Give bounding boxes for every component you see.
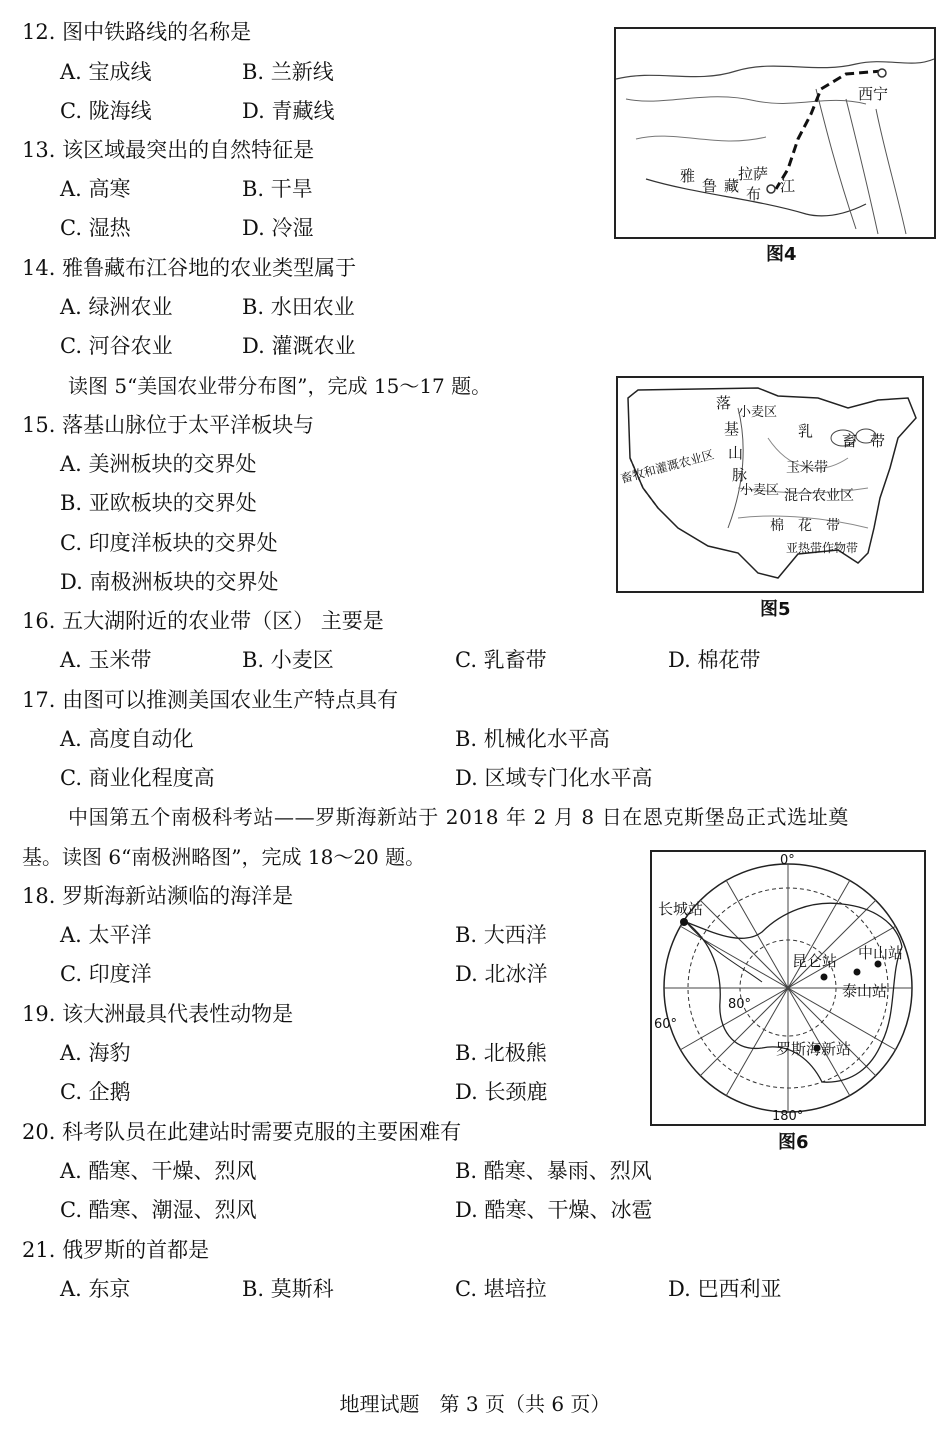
figure-4-caption: 图4 — [766, 244, 797, 265]
label-cotton-belt: 棉 花 带 — [770, 518, 840, 534]
option: B. 北极熊 — [455, 1041, 547, 1065]
option: A. 美洲板块的交界处 — [60, 452, 257, 476]
label-subtropical: 亚热带作物带 — [786, 541, 859, 555]
reading-instruction: 读图 5“美国农业带分布图”，完成 15～17 题。 — [68, 374, 492, 398]
option: D. 青藏线 — [242, 99, 335, 123]
option: A. 玉米带 — [60, 648, 152, 672]
page-footer: 地理试题 第 3 页（共 6 页） — [339, 1392, 611, 1416]
option: B. 小麦区 — [242, 648, 334, 672]
label-mai: 脉 — [732, 466, 748, 484]
option: A. 太平洋 — [60, 923, 152, 947]
label-ru: 乳 — [798, 422, 814, 440]
antarctica-map-drawing — [652, 852, 924, 1124]
label-bu: 布 — [746, 185, 762, 203]
option: A. 酷寒、干燥、烈风 — [60, 1159, 257, 1183]
label-kunlun-station: 昆仑站 — [792, 952, 838, 970]
option: A. 东京 — [60, 1277, 131, 1301]
option: D. 棉花带 — [668, 648, 761, 672]
reading-instruction: 中国第五个南极科考站——罗斯海新站于 2018 年 2 月 8 日在恩克斯堡岛正式选址奠 — [68, 805, 849, 829]
label-wheat-north: 小麦区 — [738, 405, 778, 420]
option: B. 酷寒、暴雨、烈风 — [455, 1159, 652, 1183]
option: C. 堪培拉 — [455, 1277, 547, 1301]
figure-5-caption: 图5 — [760, 599, 791, 620]
label-zang: 藏 — [724, 177, 740, 195]
question-stem: 15. 落基山脉位于太平洋板块与 — [22, 413, 315, 437]
label-xining: 西宁 — [858, 85, 889, 103]
reading-instruction: 基。读图 6“南极洲略图”，完成 18～20 题。 — [22, 845, 426, 869]
option: B. 兰新线 — [242, 60, 334, 84]
label-80-deg: 80° — [728, 997, 752, 1012]
label-ross-sea-station: 罗斯海新站 — [776, 1040, 852, 1058]
option: A. 宝成线 — [60, 60, 152, 84]
option: C. 酷寒、潮湿、烈风 — [60, 1198, 257, 1222]
question-stem: 17. 由图可以推测美国农业生产特点具有 — [22, 688, 399, 712]
option: A. 海豹 — [60, 1041, 131, 1065]
figure-5-usa-agriculture-map — [616, 376, 924, 593]
figure-6-antarctica-map — [650, 850, 926, 1126]
label-shan: 山 — [728, 444, 744, 462]
option: B. 亚欧板块的交界处 — [60, 491, 257, 515]
option: D. 冷湿 — [242, 216, 314, 240]
option: D. 灌溉农业 — [242, 334, 356, 358]
option: C. 印度洋 — [60, 962, 152, 986]
label-pasture: 畜牧和灌溉农业区 — [619, 447, 716, 486]
option: D. 巴西利亚 — [668, 1277, 782, 1301]
label-luo: 落 — [716, 394, 732, 412]
option: D. 北冰洋 — [455, 962, 548, 986]
option: B. 干旱 — [242, 177, 313, 201]
label-ji: 基 — [724, 420, 740, 438]
label-lasa: 拉萨 — [738, 165, 769, 183]
label-corn-belt: 玉米带 — [786, 460, 828, 476]
label-mixed: 混合农业区 — [784, 488, 854, 504]
option: D. 长颈鹿 — [455, 1080, 548, 1104]
label-great-wall-station: 长城站 — [658, 900, 704, 918]
question-stem: 20. 科考队员在此建站时需要克服的主要困难有 — [22, 1120, 462, 1144]
option: C. 乳畜带 — [455, 648, 547, 672]
label-180-deg: 180° — [772, 1109, 804, 1124]
option: C. 陇海线 — [60, 99, 152, 123]
figure-4-tibet-map — [614, 27, 936, 239]
question-stem: 14. 雅鲁藏布江谷地的农业类型属于 — [22, 256, 357, 280]
question-stem: 12. 图中铁路线的名称是 — [22, 20, 252, 44]
option: B. 机械化水平高 — [455, 727, 610, 751]
option: D. 酷寒、干燥、冰雹 — [455, 1198, 653, 1222]
label-wheat-south: 小麦区 — [740, 483, 780, 498]
label-taishan-station: 泰山站 — [842, 982, 888, 1000]
option: B. 大西洋 — [455, 923, 547, 947]
label-lu: 鲁 — [702, 177, 718, 195]
question-stem: 16. 五大湖附近的农业带（区） 主要是 — [22, 609, 384, 633]
label-60-deg: 60° — [654, 1017, 678, 1032]
tibet-map-drawing — [616, 29, 934, 237]
option: D. 南极洲板块的交界处 — [60, 570, 279, 594]
label-zhongshan-station: 中山站 — [858, 944, 904, 962]
label-dai: 带 — [870, 432, 886, 450]
option: D. 区域专门化水平高 — [455, 766, 653, 790]
question-stem: 13. 该区域最突出的自然特征是 — [22, 138, 315, 162]
question-stem: 21. 俄罗斯的首都是 — [22, 1238, 210, 1262]
label-xu: 畜 — [842, 432, 858, 450]
question-stem: 19. 该大洲最具代表性动物是 — [22, 1002, 294, 1026]
label-0-deg: 0° — [780, 853, 795, 868]
question-stem: 18. 罗斯海新站濒临的海洋是 — [22, 884, 294, 908]
label-ya: 雅 — [680, 167, 696, 185]
label-jiang: 江 — [780, 177, 796, 195]
option: B. 水田农业 — [242, 295, 355, 319]
figure-6-caption: 图6 — [778, 1132, 809, 1153]
usa-map-drawing — [618, 378, 922, 591]
option: B. 莫斯科 — [242, 1277, 334, 1301]
option: A. 高寒 — [60, 177, 131, 201]
option: C. 商业化程度高 — [60, 766, 215, 790]
option: C. 企鹅 — [60, 1080, 131, 1104]
option: A. 高度自动化 — [60, 727, 194, 751]
option: C. 湿热 — [60, 216, 131, 240]
option: A. 绿洲农业 — [60, 295, 173, 319]
option: C. 河谷农业 — [60, 334, 173, 358]
option: C. 印度洋板块的交界处 — [60, 531, 278, 555]
